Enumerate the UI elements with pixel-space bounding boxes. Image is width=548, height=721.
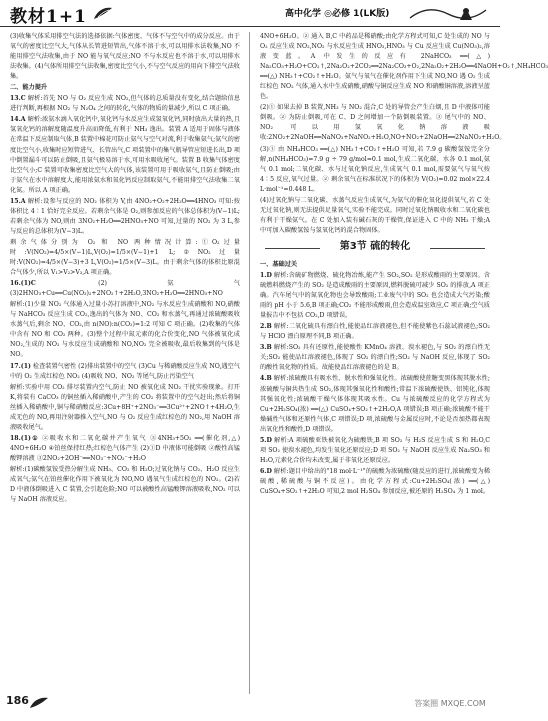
book-title: 高中化学 ◎必修 1(LK版) xyxy=(285,9,390,19)
answer-text: 解析:首先 NO 与 O₂ 反应生成 NO₂,但气体的总质量没有变化,结合题给信息进行判断,再根据 NO₂ 与 N₂O₄ 之间的转化,气体的物质的量减少,所以 C 项正确。 xyxy=(10,95,241,113)
answer-text: 解析:设参与反应的 NO₂ 体积为 V,由 4NO₂+O₂+2H₂O══4HNO₃ 可知:按体积比 4∶1 恰好完全反应。若剩余气体是 O₂,则参加反应的气体总体积为(V−1)L;若剩余气体为 NO,则由 3NO₂+H₂O══2HNO₃+NO 可知,过量的 NO₂ 为 3 L,参与反应的总体积为(V−3)L。 xyxy=(10,197,240,235)
answer-text: (2)氨气 (3)2HNO₃+Cu══Cu(NO₃)₂+2NO₂↑+2H₂O,3NO₂+H₂O══2HNO₃+NO xyxy=(10,280,240,298)
answer-paragraph xyxy=(10,279,240,299)
question-number: 3.B xyxy=(260,344,272,352)
answer-text: 检查装置气密性 (2)排出装置中的空气 (3)Cu 与稀硝酸反应生成 NO,遇空气中的 O₂ 生成红棕色 NO₂ (4)吸收 NO、NO₂ 等尾气,防止污染空气 xyxy=(10,362,240,380)
question-number: 18.(1)① xyxy=(10,434,40,442)
answer-text: 解析:含硫矿物燃烧、硫化物冶炼,能产生 SO₂,SO₂ 是形成酸雨的主要原因。含硫燃料燃烧产生的 SO₂ 是造成酸雨的主要原因,燃料脱硫可减少 SO₂ 的排放,A 项正确。汽车尾气中的氮氧化物也会导致酸雨;工业废气中的 SO₂ 也会造成大气污染;酸雨的 pH 小于 5.6,B 项正确;CO₂ 不能形成酸雨,但会造成温室效应,C 项正确;空气质量报告中不包括 CO₂,D 项错误。 xyxy=(260,271,490,320)
question-number: 2.B xyxy=(260,323,272,331)
page-header xyxy=(0,0,500,27)
answer-text: 剩余气体分别为 O₂ 和 NO 两种情况计算:①O₂过量时:V(NO₂)=4/5×(V−1)L,V(O₂)=1/5×(V−1)+1 L;②NO₂过量时:V(NO₂)=4/5×(V−3)+3 L,V(O₂)=1/5×(V−3)L。由于剩余气体的体积比原混合气体少,所以 V₁>V₂>V₃,A 项正确。 xyxy=(10,238,240,277)
answer-paragraph xyxy=(10,300,240,360)
leaf-ornament-icon xyxy=(92,5,114,21)
answer-paragraph xyxy=(10,362,240,382)
answer-text: 解析:A 项硫酸亚铁被氧化为硫酸铁,B 项 SO₂ 与 H₂S 反应生成 S 和 H₂O,C 项 SO₂ 使溴水褪色,均发生氧化还原反应;D 项 SO₂ 与 NaOH 反应生成 Na₂SO₃ 和 H₂O,元素化合价均未改变,属于非氧化还原反应。 xyxy=(260,436,491,464)
answer-paragraph xyxy=(260,103,506,143)
answer-paragraph xyxy=(260,436,490,466)
answer-paragraph xyxy=(10,32,240,82)
answer-paragraph xyxy=(10,115,240,195)
answer-paragraph xyxy=(10,94,240,114)
subsection-heading: 一、基础过关 xyxy=(260,260,298,268)
answer-text: 解析:浓氨水滴入氧化钙中,氧化钙与水反应生成氢氧化钙,同时放出大量的热,且氢氧化钙的溶解度随温度升高而降低,有利于 NH₃ 逸出。装置 A 适用于固体与液体在常温下反应制取气体,B 装置中棉花可防止氨气与空气对流,利于收集氨气;氨气的密度比空气小,收集时应短管进气、长管出气,C 项装置中的集气瓶导管应短进长出,D 项中倒置漏斗可以防止倒吸,且氨气极易溶于水,可用水吸收尾气。装置 B 收集气体密度比空气小;C 装置可收集密度比空气大的气体,该装置可用于吸收氨气,且防止倒吸;由于氨气在水中溶解度大,能用浓氨水和氧化钙反应制取氨气,不能用排空气法收集二氧化氮。所以 A 项正确。 xyxy=(10,116,241,194)
right-column xyxy=(260,32,548,692)
answer-paragraph xyxy=(260,271,490,321)
answer-text: 解析:(1)碳酸氢铵受热分解生成 NH₃、CO₂ 和 H₂O;过氧化钠与 CO₂、H₂O 反应生成氧气;氨气在铂丝催化作用下被氧化为 NO,NO 遇氧气生成红棕色的 NO₂。(2)若 D 中液体倒吸进入 C 装置,会引起危险;NO 可以被酸性高锰酸钾溶液吸收,NO₂ 可以与 NaOH 溶液反应。 xyxy=(10,465,240,504)
watermark: 答案圈 MXQE.COM xyxy=(414,699,486,708)
answer-paragraph xyxy=(10,238,240,278)
answer-text: (3)收集气体采用排空气法的选择依据:气体密度、气体不与空气中的成分反应。由于氧气的密度比空气大,气体从长管进短管出,气体不溶于水,可以用排水法收集,NO 不能用排空气法收集,由于 NO 能与氧气反应;NO 不与水反应也不溶于水,可以用排水法收集。(4)气体所用排空气法收集,密度比空气小,不与空气反应的用向下排空气法收集。 xyxy=(10,33,240,81)
answer-text: (3)① 由 NH₄HCO₃ ══(△) NH₃↑+CO₂↑+H₂O 可知,若 7.9 g 碳酸氢铵完全分解,n(NH₄HCO₃)=7.9 g ÷ 79 g/mol=0.1 mol,生成二氧化碳、水各 0.1 mol,氨气 0.1 mol;二氧化碳、水与过氧化钠反应,生成氧气 0.1 mol,需要氨气与氧气按 4∶5 反应,氧气过量。② 剩余氧气在标准状况下的体积为 V(O₂)=0.02 mol×22.4 L·mol⁻¹=0.448 L。 xyxy=(260,145,490,193)
answer-paragraph xyxy=(10,197,240,237)
answer-text: 解析:浓硫酸具有吸水性、脱水性和强氧化性。浓硫酸使蔗糖变黑体现其脱水性;浓硫酸与铜共热生成 SO₂,体现其强氧化性和酸性;常温下浓硫酸使铁、铝钝化,体现其强氧化性;浓硫酸干燥气体体现其吸水性。Cu 与浓硫酸反应的化学方程式为 Cu+2H₂SO₄(浓) ══(△) CuSO₄+SO₂↑+2H₂O,A 项错误;B 项正确;浓硫酸不能干燥碱性气体和还原性气体,C 项错误;D 项,浓硫酸与金属反应时,不论是否加热都表现出氧化性和酸性,D 项错误。 xyxy=(260,375,491,433)
answer-text: 解析:题目中给出的"18 mol·L⁻¹"的硫酸为浓硫酸(随反应的进行,浓硫酸变为稀硫酸,稀硫酸与铜不反应)。由化学方程式:Cu+2H₂SO₄(浓) ══(△) CuSO₄+SO₂↑+2H₂O 可知,2 mol H₂SO₄ 参加反应,被还原的 H₂SO₄ 为 1 mol。 xyxy=(260,467,491,495)
answer-text: 4NO+6H₂O。② 通入 B,C 中药品是稀硝酸;由化学方程式可知,C 处生成的 NO 与 O₂ 反应生成 NO₂,NO₂ 与水反应生成 HNO₃,HNO₃ 与 Cu 反应生成 Cu(NO₃)₂,溶液变蓝。A 中发生的反应有 2NaHCO₃ ══(△) Na₂CO₃+H₂O+CO₂↑,2Na₂O₂+2CO₂══2Na₂CO₃+O₂,2Na₂O₂+2H₂O══4NaOH+O₂↑,NH₄HCO₃ ══(△) NH₃↑+CO₂↑+H₂O。氨气与氧气在催化剂作用下生成 NO,NO 遇 O₂ 生成红棕色 NO₂ 气体,通入水中生成硝酸,硝酸与铜反应生成 NO 和硝酸铜溶液,溶液呈蓝色。 xyxy=(260,33,548,101)
answer-text: 解析:实验中用 CO₂ 排尽装置内空气,防止 NO 被氧化成 NO₂ 干扰实验现象。打开 K,将装有 CaCO₃ 的铜丝插入稀硝酸中,产生的 CO₂ 将装置中的空气赶出;然后将铜丝插入稀硝酸中,铜与稀硝酸反应:3Cu+8H⁺+2NO₃⁻══3Cu²⁺+2NO↑+4H₂O,生成无色的 NO,再用注射器推入空气,NO 与 O₂ 反应生成红棕色的 NO₂,用 NaOH 溶液吸收尾气。 xyxy=(10,383,240,431)
answer-text: (4)过氧化钠与二氧化碳、水蒸气反应生成氧气,为氨气的催化氧化提供氧气,若 C 处无过氧化钠,则无法提供足量氧气,实验不能完成。同时过氧化钠吸收水和二氧化碳也有利于干燥氨气。在 C 处加入装有碱石灰的干燥管,保证进入 C 中的 NH₃ 干燥;A 中可加入碳酸氢铵与氢氧化钙的混合物固体。 xyxy=(260,196,490,234)
question-number: 4.B xyxy=(260,375,272,383)
answer-paragraph xyxy=(10,383,240,433)
question-number: 1.D xyxy=(260,271,272,279)
answer-paragraph xyxy=(260,343,490,373)
answer-text: (2)① 如果去掉 B 装置,NH₃ 与 NO₂ 混合,C 处的导管会产生白烟,且 D 中液体可能倒吸。② 为防止倒吸,可在 C、D 之间增加一个防倒吸装置。③ 尾气中的 NO、NO₂ 可以用氢氧化钠溶液吸收:2NO₂+2NaOH══NaNO₃+NaNO₂+H₂O,NO+NO₂+2NaOH══2NaNO₂+H₂O。 xyxy=(260,104,506,142)
section-rule xyxy=(430,248,485,249)
section-title-bar xyxy=(260,242,490,255)
question-number: 15.A xyxy=(10,197,26,205)
question-number: 16.(1)C xyxy=(10,280,36,288)
question-number: 14.A xyxy=(10,116,26,124)
subsection-heading: 二、能力提升 xyxy=(10,84,48,92)
answer-text: 解析:(1)少量 NO₂ 气体通入过量小苏打溶液中,NO₂ 与水反应生成硝酸和 NO,硝酸与 NaHCO₃ 反应生成 CO₂,逸出的气体为 NO、CO₂ 和水蒸气,再通过浓硫酸吸收水蒸气后,剩余 NO、CO₂,由 n(NO):n(CO₂)=1:2 可知 C 项正确。(2)收集的气体中含有 NO 和 CO₂ 两种。(3)整个过程中氮元素的化合价变化,NO 气体被氧化成 NO₂,生成的 NO₂ 与水反应生成硝酸和 NO,NO₂ 完全被吸收,最后收集到的气体是 NO。 xyxy=(10,301,240,359)
section-title: 第3节 硫的转化 xyxy=(339,240,411,252)
answer-paragraph xyxy=(10,434,240,464)
answer-text: 解析:二氧化硫具有漂白性,能使品红溶液褪色,但不能使紫色石蕊试液褪色;SO₂ 与 HClO 漂白原理不同,B 项正确。 xyxy=(260,323,490,341)
column-divider xyxy=(249,32,250,694)
answer-text: 解析:SO₂ 具有还原性,能使酸性 KMnO₄ 溶液、溴水褪色,与 SO₂ 的漂白性无关;SO₂ 能使品红溶液褪色,体现了 SO₂ 的漂白性;SO₂ 与 NaOH 反应,体现了 SO₂ 的酸性氧化物的性质。故能使品红溶液褪色的是 B。 xyxy=(260,344,491,372)
brand-logo: 教材1+1 xyxy=(10,7,87,27)
answer-paragraph xyxy=(260,374,490,434)
answer-paragraph xyxy=(260,196,490,236)
answer-text: ②吸收水和二氧化碳并产生氧气 ③4NH₃+5O₂ ══(催化剂,△) 4NO+6H₂O ④铂丝保持红热;红棕色气体产生 (2)①D 中液体可能倒吸 ②酸性高锰酸钾溶液 ③2NO₂+2OH⁻══NO₃⁻+NO₂⁻+H₂O xyxy=(10,434,240,462)
question-number: 6.D xyxy=(260,467,272,475)
answer-paragraph xyxy=(260,145,490,195)
leaf-ornament-icon xyxy=(28,696,50,710)
answer-paragraph xyxy=(260,322,490,342)
page-number: 186 xyxy=(6,694,29,707)
decorative-flourish-icon xyxy=(408,2,488,24)
answer-paragraph xyxy=(10,465,240,505)
question-number: 13.C xyxy=(10,95,26,103)
question-number: 17.(1) xyxy=(10,362,31,370)
answer-paragraph xyxy=(260,32,548,102)
answer-paragraph xyxy=(260,467,490,497)
left-column xyxy=(10,32,240,692)
question-number: 5.D xyxy=(260,436,272,444)
